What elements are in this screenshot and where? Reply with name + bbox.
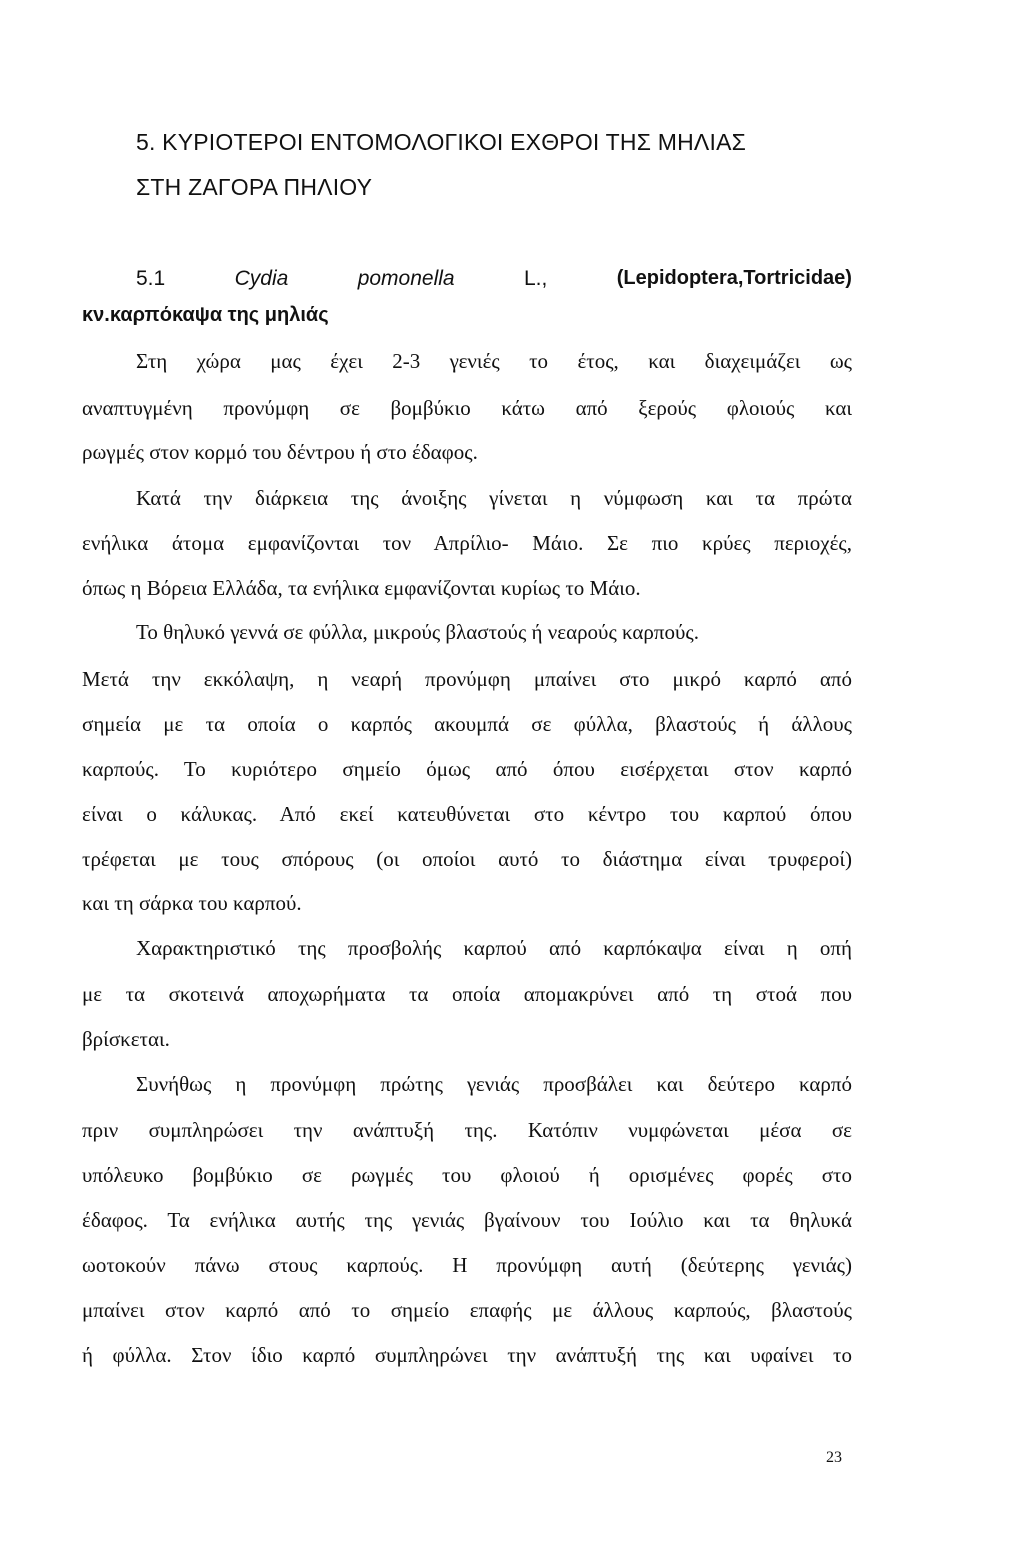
body-line: βρίσκεται. (82, 1027, 170, 1051)
species-epithet: pomonella (357, 267, 455, 290)
taxonomy: (Lepidoptera,Tortricidae) (616, 267, 852, 289)
body-line: ωοτοκούν πάνω στους καρπούς. Η προνύμφη αυτή (δεύτερης γενιάς) (82, 1253, 852, 1277)
body-line: μπαίνει στον καρπό από το σημείο επαφής με άλλους καρπούς, βλαστούς (82, 1298, 852, 1322)
body-line: Μετά την εκκόλαψη, η νεαρή προνύμφη μπαίνει στο μικρό καρπό από (82, 667, 852, 691)
body-line: Το θηλυκό γεννά σε φύλλα, μικρούς βλαστούς ή νεαρούς καρπούς. (136, 620, 699, 644)
section-title-continued: ΣΤΗ ΖΑΓΟΡΑ ΠΗΛΙΟΥ (136, 174, 373, 200)
body-line: καρπούς. Το κυριότερο σημείο όμως από όπου εισέρχεται στον καρπό (82, 757, 852, 781)
body-line: ή φύλλα. Στον ίδιο καρπό συμπληρώνει την ανάπτυξή της και υφαίνει το (82, 1343, 852, 1367)
body-line: τρέφεται με τους σπόρους (οι οποίοι αυτό το διάστημα είναι τρυφεροί) (82, 847, 852, 871)
section-title: 5. ΚΥΡΙΟΤΕΡΟΙ ΕΝΤΟΜΟΛΟΓΙΚΟΙ ΕΧΘΡΟΙ ΤΗΣ ΜΗΛΙΑΣ (136, 129, 747, 155)
body-line: είναι ο κάλυκας. Από εκεί κατευθύνεται στο κέντρο του καρπού όπου (82, 802, 852, 826)
species-genus: Cydia (234, 267, 289, 290)
species-author: L., (523, 267, 548, 290)
common-name: κν.καρπόκαψα της μηλιάς (82, 304, 329, 326)
body-line: υπόλευκο βομβύκιο σε ρωγμές του φλοιού ή ορισμένες φορές στο (82, 1163, 852, 1187)
body-line: ενήλικα άτομα εμφανίζονται τον Απρίλιο- Μάιο. Σε πιο κρύες περιοχές, (82, 531, 852, 555)
body-line: πριν συμπληρώσει την ανάπτυξή της. Κατόπιν νυμφώνεται μέσα σε (82, 1118, 852, 1142)
page-number: 23 (826, 1449, 842, 1466)
body-line: ρωγμές στον κορμό του δέντρου ή στο έδαφος. (82, 440, 478, 464)
body-line: Χαρακτηριστικό της προσβολής καρπού από καρπόκαψα είναι η οπή (136, 936, 852, 960)
body-line: σημεία με τα οποία ο καρπός ακουμπά σε φύλλα, βλαστούς ή άλλους (82, 712, 852, 736)
body-line: Στη χώρα μας έχει 2-3 γενιές το έτος, και διαχειμάζει ως (136, 349, 852, 373)
body-line: και τη σάρκα του καρπού. (82, 891, 302, 915)
body-line: Κατά την διάρκεια της άνοιξης γίνεται η νύμφωση και τα πρώτα (136, 486, 852, 510)
body-line: έδαφος. Τα ενήλικα αυτής της γενιάς βγαίνουν του Ιούλιο και τα θηλυκά (82, 1208, 852, 1232)
body-line: όπως η Βόρεια Ελλάδα, τα ενήλικα εμφανίζονται κυρίως το Μάιο. (82, 576, 641, 600)
body-line: Συνήθως η προνύμφη πρώτης γενιάς προσβάλει και δεύτερο καρπό (136, 1072, 852, 1096)
body-line: με τα σκοτεινά αποχωρήματα τα οποία απομακρύνει από τη στοά που (82, 982, 852, 1006)
subsection-heading (136, 268, 852, 289)
subsection-number: 5.1 (136, 267, 166, 290)
body-line: αναπτυγμένη προνύμφη σε βομβύκιο κάτω από ξερούς φλοιούς και (82, 396, 852, 420)
